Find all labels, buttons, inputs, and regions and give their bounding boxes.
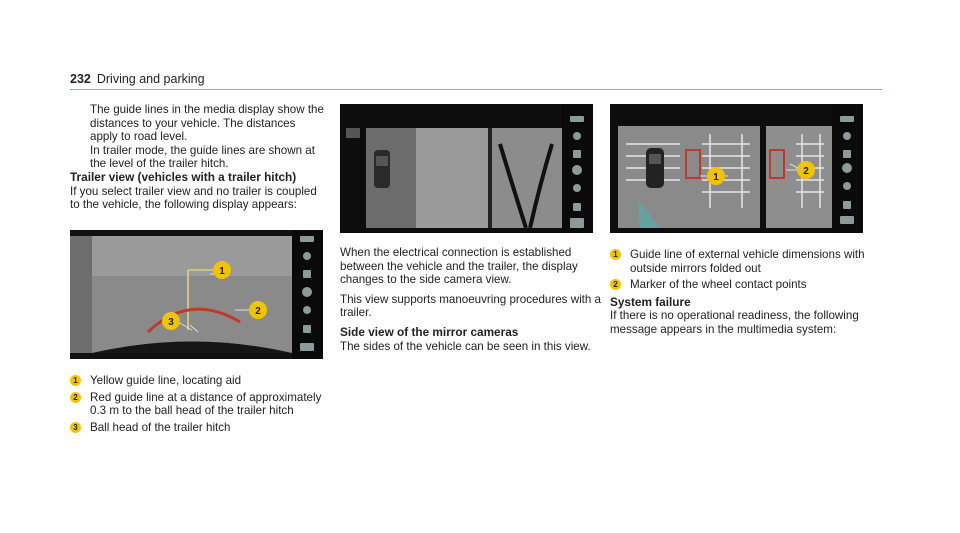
list-item	[70, 374, 328, 388]
callout-text: Red guide line at a distance of approximately 0.3 m to the ball head of the trailer hitch	[90, 390, 322, 418]
callout-badge-icon: 3	[70, 422, 81, 433]
trailer-mode-paragraph: In trailer mode, the guide lines are shown at the level of the trailer hitch.	[90, 143, 315, 171]
trailer-callout-1-label: 1	[219, 266, 225, 277]
callout-text: Guide line of external vehicle dimensions with outside mirrors folded out	[630, 248, 865, 275]
mirror-cameras-heading: Side view of the mirror cameras	[340, 324, 519, 339]
callout-text: Ball head of the trailer hitch	[90, 420, 231, 434]
trailer-view-image	[70, 230, 323, 359]
list-item	[70, 391, 328, 418]
topview-callout-1-label: 1	[713, 172, 719, 183]
page-number: 232	[70, 72, 91, 86]
trailer-callout-list	[70, 374, 328, 437]
column-1	[70, 103, 325, 212]
side-camera-image	[340, 104, 593, 233]
trailer-callout-2-label: 2	[255, 306, 261, 317]
trailer-callout-3-label: 3	[168, 317, 174, 328]
trailer-view-heading: Trailer view (vehicles with a trailer hitch)	[70, 169, 297, 184]
manoeuvring-paragraph: This view supports manoeuvring procedures with a trailer.	[340, 292, 601, 320]
list-item	[610, 278, 872, 292]
callout-text: Yellow guide line, locating aid	[90, 374, 242, 387]
mirror-cameras-paragraph: The sides of the vehicle can be seen in this view.	[340, 339, 591, 353]
list-item	[70, 421, 328, 435]
header-rule	[70, 89, 882, 90]
topview-callout-2-label: 2	[803, 166, 809, 177]
column-2	[340, 246, 602, 353]
trailer-view-paragraph: If you select trailer view and no trailer is coupled to the vehicle, the following display appears:	[70, 184, 317, 212]
connection-paragraph: When the electrical connection is established between the vehicle and the trailer, the display changes to the side camera view.	[340, 246, 578, 287]
section-title: Driving and parking	[96, 72, 205, 86]
column-3	[610, 248, 872, 337]
callout-badge-icon: 1	[70, 375, 81, 386]
intro-paragraph: The guide lines in the media display show the distances to your vehicle. The distances apply to road level.	[90, 103, 324, 144]
system-failure-heading: System failure	[610, 294, 691, 309]
list-item	[610, 248, 872, 275]
callout-text: Marker of the wheel contact points	[630, 278, 807, 292]
top-view-image	[610, 104, 863, 233]
callout-badge-icon: 1	[610, 249, 621, 260]
system-failure-paragraph: If there is no operational readiness, the following message appears in the multimedia system:	[610, 309, 859, 336]
callout-badge-icon: 2	[610, 279, 621, 290]
callout-badge-icon: 2	[70, 392, 81, 403]
page-header	[70, 72, 205, 86]
